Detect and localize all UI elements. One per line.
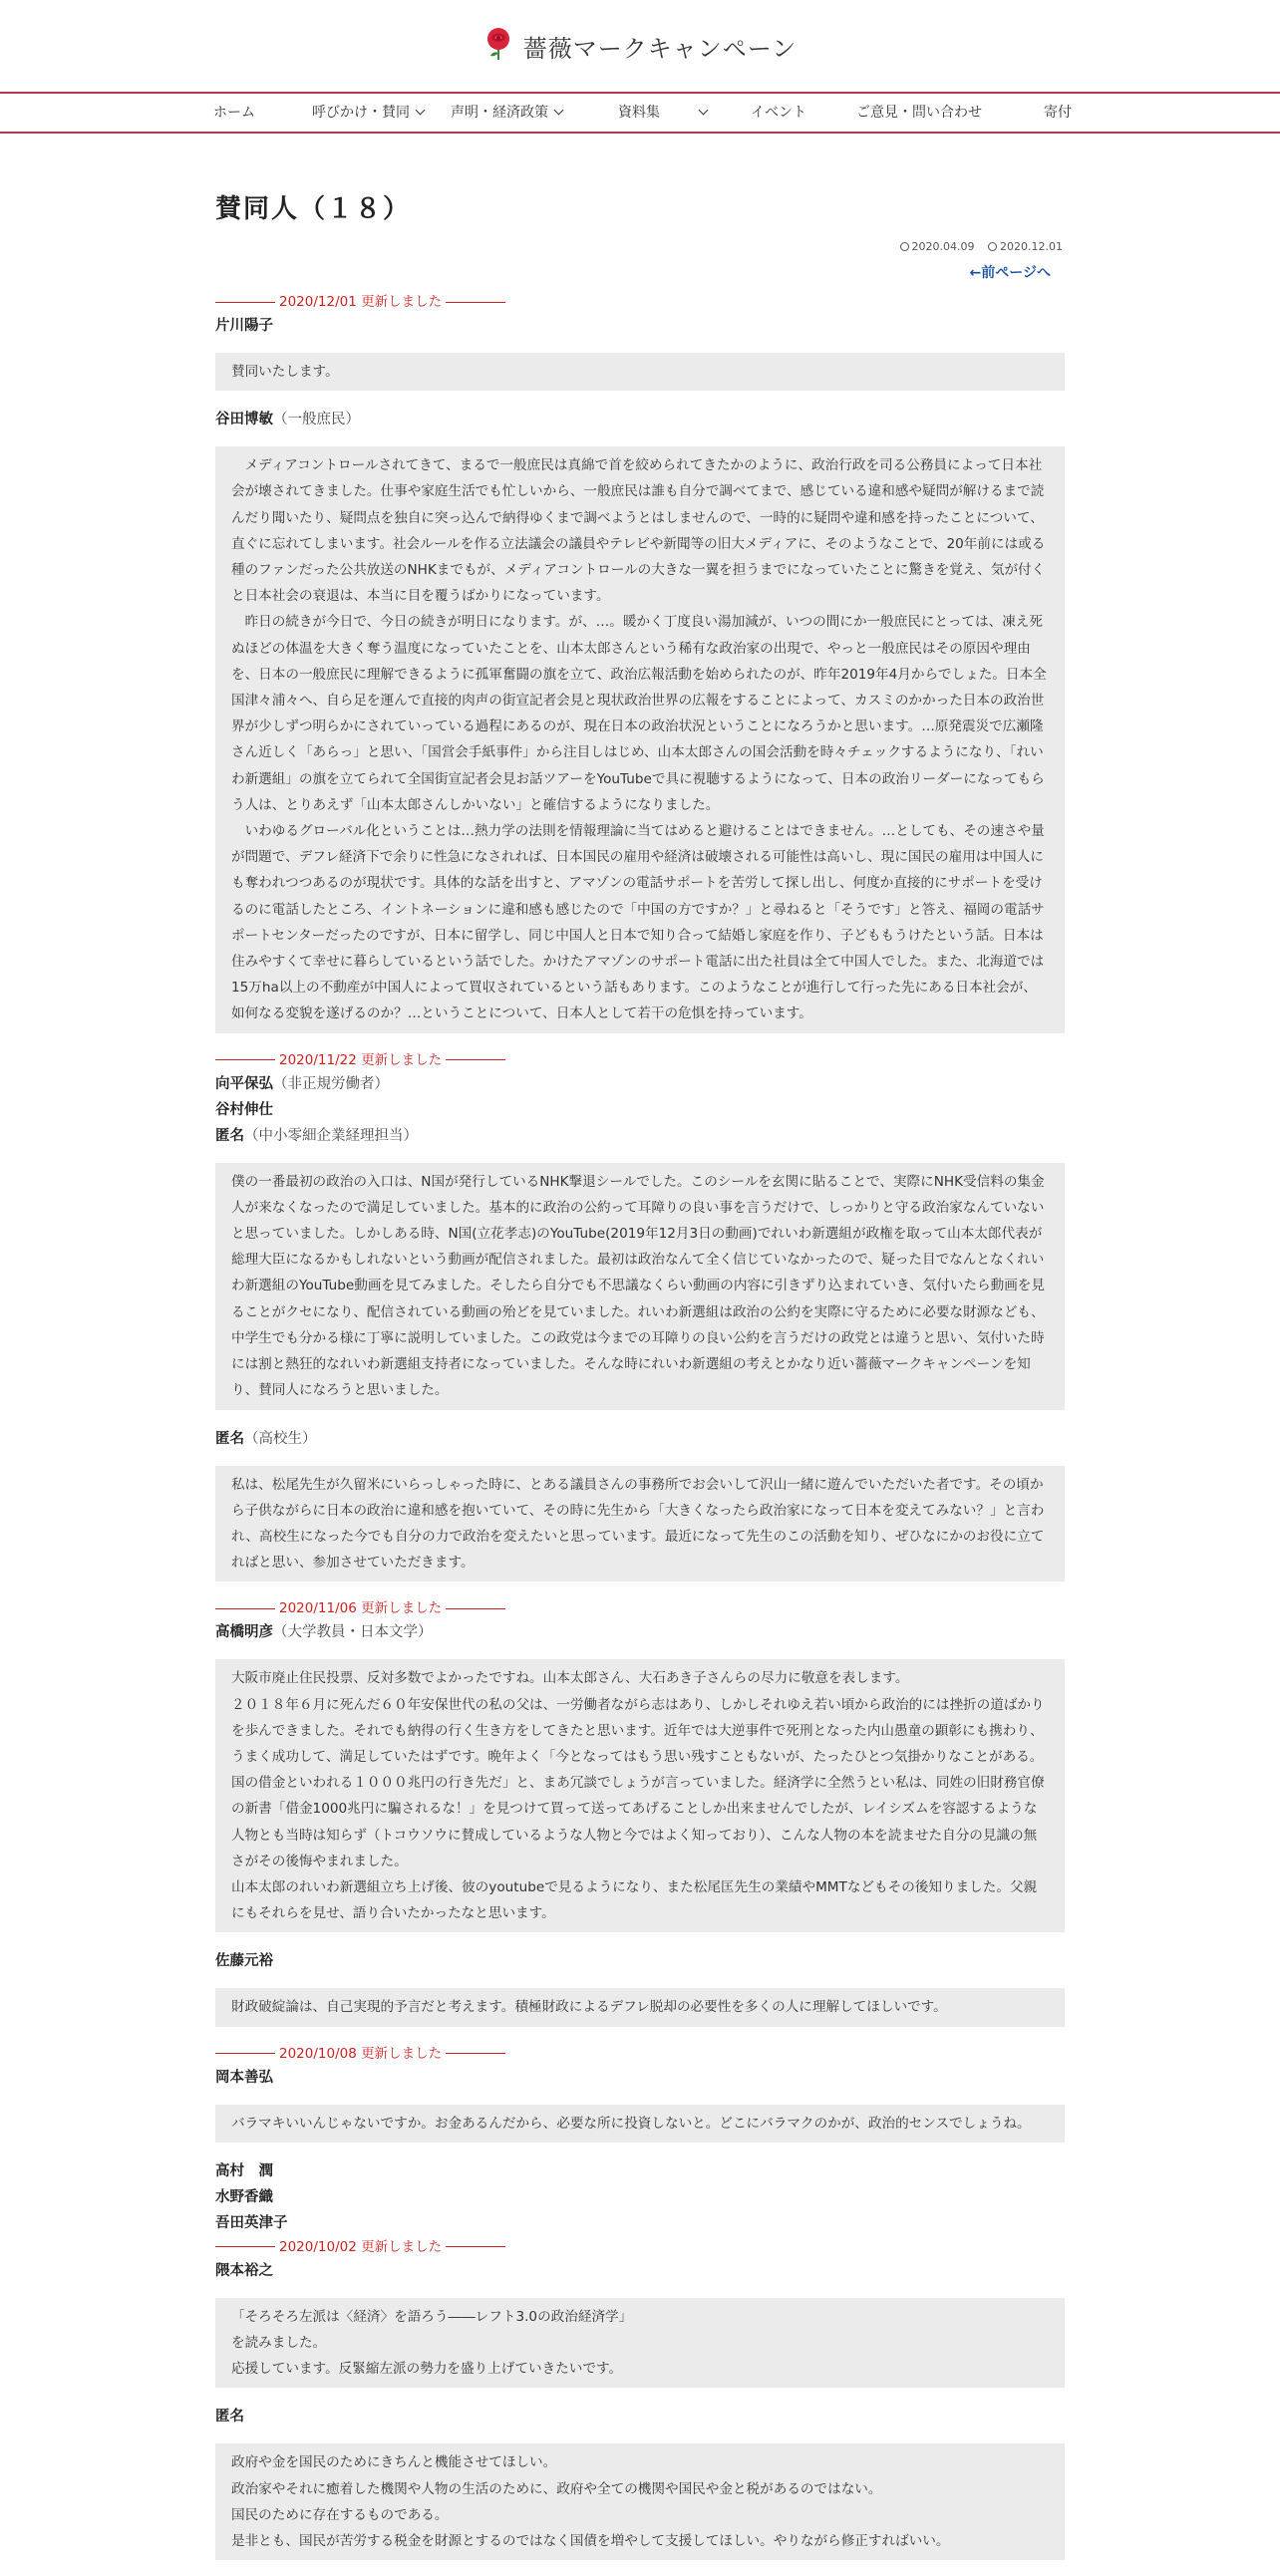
- message-paragraph: 大阪市廃止住民投票、反対多数でよかったですね。山本太郎さん、大石あき子さんらの尽力に敬意を表します。: [231, 1670, 909, 1687]
- update-header-text: 2020/10/08 更新しました: [279, 2045, 443, 2062]
- nav-label: 資料集: [618, 105, 660, 121]
- supporter-entry: [215, 2258, 1065, 2284]
- supporter-message: [215, 1163, 1065, 1410]
- supporter-name: 匿名: [215, 2409, 244, 2426]
- supporter-name: 高橋明彦: [215, 1624, 273, 1641]
- chevron-down-icon: [554, 106, 564, 116]
- supporter-message: [215, 446, 1065, 1032]
- main-nav: [0, 92, 1280, 134]
- page-title: 賛同人（１８）: [215, 194, 412, 224]
- supporter-message: [215, 1466, 1065, 1582]
- update-header-text: 2020/12/01 更新しました: [279, 294, 443, 310]
- divider-line: [215, 2246, 275, 2247]
- message-paragraph: 財政破綻論は、自己実現的予言だと考えます。積極財政によるデフレ脱却の必要性を多くの人に理解してほしいです。: [231, 1999, 947, 2016]
- supporter-entry: [215, 2065, 1065, 2091]
- update-header: [215, 291, 1065, 313]
- main-content: [215, 189, 1065, 2576]
- message-paragraph: 「そろそろ左派は〈経済〉を語ろう――レフト3.0の政治経済学」: [231, 2308, 633, 2325]
- supporter-name: 水野香織: [215, 2188, 273, 2205]
- supporter-entry: [215, 1426, 1065, 1452]
- supporter-name: 吾田英津子: [215, 2214, 288, 2231]
- supporter-name: 匿名: [215, 1127, 244, 1144]
- nav-item-statement[interactable]: [451, 94, 562, 132]
- supporter-affiliation: （中小零細企業経理担当）: [244, 1127, 418, 1144]
- supporter-name: 谷村伸仕: [215, 1101, 273, 1118]
- nav-label: ご意見・問い合わせ: [856, 105, 982, 121]
- message-paragraph: 是非とも、国民が苦労する税金を財源とするのではなく国債を増やして支援してほしい。やりながら修正すればいい。: [231, 2532, 950, 2549]
- message-paragraph: 政治家やそれに癒着した機関や人物の生活のために、政府や全ての機関や国民や金と税があるのではない。: [231, 2480, 882, 2497]
- message-paragraph: 僕の一番最初の政治の入口は、N国が発行しているNHK撃退シールでした。このシールを玄関に貼ることで、実際にNHK受信料の集金人が来なくなったので満足していました。基本的に政治の公約って耳障りの良い事を言うだけで、しっかりと守る政治家なんていないと思っていました。しかしある時、N国(立花孝志)のYouTube(2019年12月3日の動画)でれいわ新選組が政権を取って山本太郎代表が総理大臣になるかもしれないという動画が配信されました。最初は政治なんて全く信じていなかったので、疑った目でなんとなくれいわ新選組のYouTube動画を見てみました。そしたら自分でも不思議なくらい動画の内容に引きずり込まれていき、気付いたら動画を見ることがクセになり、配信されている動画の殆どを見ていました。れいわ新選組は政治の公約を実際に守るために必要な財源なども、中学生でも分かる様に丁寧に説明していました。この政党は今までの耳障りの良い公約を言うだけの政党とは違うと思い、気付いた時には割と熱狂的なれいわ新選組支持者になっていました。そんな時にれいわ新選組の考えとかなり近い薔薇マークキャンペーンを知り、賛同人になろうと思いました。: [231, 1173, 1045, 1399]
- supporter-message: [215, 2298, 1065, 2389]
- nav-label: 呼びかけ・賛同: [312, 105, 410, 121]
- supporter-name: 高村 潤: [215, 2162, 273, 2179]
- message-paragraph: 応援しています。反緊縮左派の勢力を盛り上げていきたいです。: [231, 2361, 623, 2378]
- divider-line: [446, 2246, 505, 2247]
- update-header-text: 2020/11/06 更新しました: [279, 1600, 443, 1617]
- nav-item-contact[interactable]: [856, 94, 982, 132]
- nav-item-materials[interactable]: [618, 94, 707, 132]
- supporter-name: 谷田博敏: [215, 412, 273, 429]
- divider-line: [215, 2053, 275, 2054]
- update-header-text: 2020/11/22 更新しました: [279, 1051, 443, 1068]
- site-title: 薔薇マークキャンペーン: [522, 34, 798, 63]
- supporter-name: 隈本裕之: [215, 2262, 273, 2279]
- published-date: 2020.04.09: [911, 240, 975, 253]
- site-header: [0, 0, 1280, 92]
- message-paragraph: 政府や金を国民のためにきちんと機能させてほしい。: [231, 2454, 557, 2471]
- message-paragraph: 山本太郎のれいわ新選組立ち上げ後、彼のyoutubeで見るようになり、また松尾匡先生の業績やMMTなどもその後知りました。父親にもそれらを見せ、語り合いたかったなと思います。: [231, 1878, 1038, 1922]
- divider-line: [215, 1059, 275, 1060]
- message-paragraph: 私は、松尾先生が久留米にいらっしゃった時に、とある議員さんの事務所でお会いして沢山一緒に遊んでいただいた者です。その頃から子供ながらに日本の政治に違和感を抱いていて、その時に先生から「大きくなったら政治家になって日本を変えてみない？」と言われ、高校生になった今でも自分の力で政治を変えたいと思っています。最近になって先生のこの活動を知り、ぜひなにかのお役に立てればと思い、参加させていただきます。: [231, 1476, 1045, 1572]
- supporter-name: 匿名: [215, 1430, 244, 1447]
- supporter-entry: [215, 1123, 1065, 1149]
- message-paragraph: を読みました。: [231, 2334, 327, 2351]
- supporter-entry: [215, 1619, 1065, 1645]
- prev-row: [215, 257, 1065, 291]
- supporter-affiliation: （高校生）: [244, 1430, 317, 1447]
- supporter-message: [215, 2105, 1065, 2143]
- supporter-entry: [215, 313, 1065, 339]
- supporter-name: 片川陽子: [215, 318, 273, 334]
- supporter-entry: [215, 2404, 1065, 2430]
- site-logo[interactable]: [483, 27, 798, 65]
- prev-page-link[interactable]: ←前ページへ: [969, 265, 1051, 281]
- divider-line: [215, 302, 275, 303]
- supporter-entry: [215, 1071, 1065, 1097]
- message-paragraph: いわゆるグローバル化ということは…熱力学の法則を情報理論に当てはめると避けることはできません。…としても、その速さや量が問題で、デフレ経済下で余りに性急になされれば、日本国民の雇用や経済は破壊される可能性は高いし、現に国民の雇用は中国人にも奪われつつあるのが現状です。具体的な話を出すと、アマゾンの電話サポートを苦労して探し出し、何度か直接的にサポートを受けるのに電話したところ、イントネーションに違和感も感じたので「中国の方ですか？」と尋ねると「そうです」と答え、福岡の電話サポートセンターだったのですが、日本に留学し、同じ中国人と日本で知り合って結婚し家庭を作り、子どももうけたという話。日本は住みやすくて幸せに暮らしているという話でした。かけたアマゾンのサポート電話に出た社員は全て中国人でした。また、北海道では15万ha以上の不動産が中国人によって買収されているという話もあります。このようなことが進行して行った先にある日本社会が、如何なる変貌を遂げるのか？…ということについて、日本人として若干の危惧を持っています。: [231, 823, 1045, 1022]
- supporter-affiliation: （一般庶民）: [273, 412, 360, 429]
- supporter-message: [215, 1659, 1065, 1932]
- update-header: [215, 1597, 1065, 1619]
- divider-line: [215, 1608, 275, 1609]
- message-paragraph: ２０１８年６月に死んだ６０年安保世代の私の父は、一労働者ながら志はあり、しかしそれゆえ若い頃から政治的には挫折の道ばかりを歩んできました。それでも納得の行く生き方をしてきたと思います。近年では大逆事件で死刑となった内山愚童の顕彰にも携わり、うまく成功して、満足していたはずです。晩年よく「今となってはもう思い残すこともないが、たったひとつ気掛かりなことがある。国の借金といわれる１０００兆円の行き先だ」と、まあ冗談でしょうが言っていました。経済学に全然うとい私は、同姓の旧財務官僚の新書「借金1000兆円に騙されるな！」を見つけて買って送ってあげることしか出来ませんでしたが、レイシズムを容認するような人物とも当時は知らず（トコウソウに賛成しているような人物と今ではよく知っており）、こんな人物の本を読ませた自分の見識の無さがその後悔やまれました。: [231, 1696, 1045, 1869]
- nav-label: ホーム: [213, 105, 255, 121]
- divider-line: [446, 1059, 505, 1060]
- divider-line: [446, 2053, 505, 2054]
- nav-label: イベント: [751, 105, 806, 121]
- supporter-sections: [215, 291, 1065, 2560]
- nav-item-call[interactable]: [312, 94, 424, 132]
- message-paragraph: メディアコントロールされてきて、まるで一般庶民は真綿で首を絞められてきたかのように、政治行政を司る公務員によって日本社会が壊されてきました。仕事や家庭生活でも忙しいから、一般庶民は誰も自分で調べてまで、感じている違和感や疑問が解けるまで読んだり聞いたり、疑問点を独自に突っ込んで納得ゆくまで調べようとはしませんので、一時的に疑問や違和感を持ったことについて、直ぐに忘れてしまいます。社会ルールを作る立法議会の議員やテレビや新聞等の旧大メディアに、そのようなことで、20年前には或る種のファンだった公共放送のNHKまでもが、メディアコントロールの大きな一翼を担うまでになっていたことに驚きを覚え、気が付くと日本社会の衰退は、本当に目を覆うばかりになっています。: [231, 457, 1046, 605]
- message-paragraph: 国民のために存在するものである。: [231, 2506, 449, 2523]
- update-header: [215, 2043, 1065, 2065]
- supporter-entry: [215, 1097, 1065, 1123]
- supporter-entry: [215, 407, 1065, 432]
- rose-icon: [483, 27, 513, 65]
- supporter-entry: [215, 1948, 1065, 1974]
- divider-line: [446, 1608, 505, 1609]
- supporter-message: [215, 353, 1065, 391]
- supporter-affiliation: （非正規労働者）: [273, 1075, 389, 1092]
- supporter-affiliation: （大学教員・日本文学）: [273, 1624, 433, 1641]
- message-paragraph: 賛同いたします。: [231, 364, 339, 380]
- supporter-entry: [215, 2184, 1065, 2210]
- supporter-message: [215, 2443, 1065, 2560]
- nav-item-donate[interactable]: [1044, 94, 1072, 132]
- nav-label: 声明・経済政策: [451, 105, 548, 121]
- refresh-icon: [988, 242, 997, 251]
- post-dates: [215, 237, 1065, 257]
- chevron-down-icon: [699, 106, 709, 116]
- update-header-text: 2020/10/02 更新しました: [279, 2238, 443, 2255]
- update-header: [215, 1049, 1065, 1071]
- nav-item-home[interactable]: [213, 94, 255, 132]
- message-paragraph: 昨日の続きが今日で、今日の続きが明日になります。が、…。暖かく丁度良い湯加減が、いつの間にか一般庶民にとっては、凍え死ぬほどの体温を大きく奪う温度になっていたことを、山本太郎さんという稀有な政治家の出現で、やっと一般庶民はその原因や理由を、日本の一般庶民に理解できるように孤軍奮闘の旗を立て、政治広報活動を始められたのが、昨年2019年4月からでしょた。日本全国津々浦々へ、自ら足を運んで直接的肉声の街宣記者会見と現状政治世界の広報をすることによって、カスミのかかった日本の政治世界が少しずつ明らかにされていっている過程にあるのが、現在日本の政治状況ということになろうかと思います。…原発震災で広瀬隆さん近しく「あらっ」と思い、「国営会手紙事件」から注目しはじめ、山本太郎さんの国会活動を時々チェックするようになり、「れいわ新選組」の旗を立てられて全国街宣記者会見お話ツアーをYouTubeで具に視聴するようになって、日本の政治リーダーになってもらう人は、とりあえず「山本太郎さんしかいない」と確信するようになりました。: [231, 614, 1047, 813]
- supporter-name: 向平保弘: [215, 1075, 273, 1092]
- nav-label: 寄付: [1044, 105, 1072, 121]
- message-paragraph: バラマキいいんじゃないですか。お金あるんだから、必要な所に投資しないと。どこにバラマクのかが、政治的センスでしょうね。: [231, 2115, 1031, 2132]
- supporter-entry: [215, 2210, 1065, 2236]
- update-header: [215, 2236, 1065, 2258]
- supporter-name: 岡本善弘: [215, 2069, 273, 2086]
- updated-date: 2020.12.01: [1000, 240, 1063, 253]
- divider-line: [446, 302, 505, 303]
- supporter-entry: [215, 2158, 1065, 2184]
- supporter-name: 佐藤元裕: [215, 1953, 273, 1970]
- supporter-message: [215, 1988, 1065, 2026]
- clock-icon: [900, 242, 909, 251]
- nav-item-events[interactable]: [751, 94, 806, 132]
- chevron-down-icon: [416, 106, 426, 116]
